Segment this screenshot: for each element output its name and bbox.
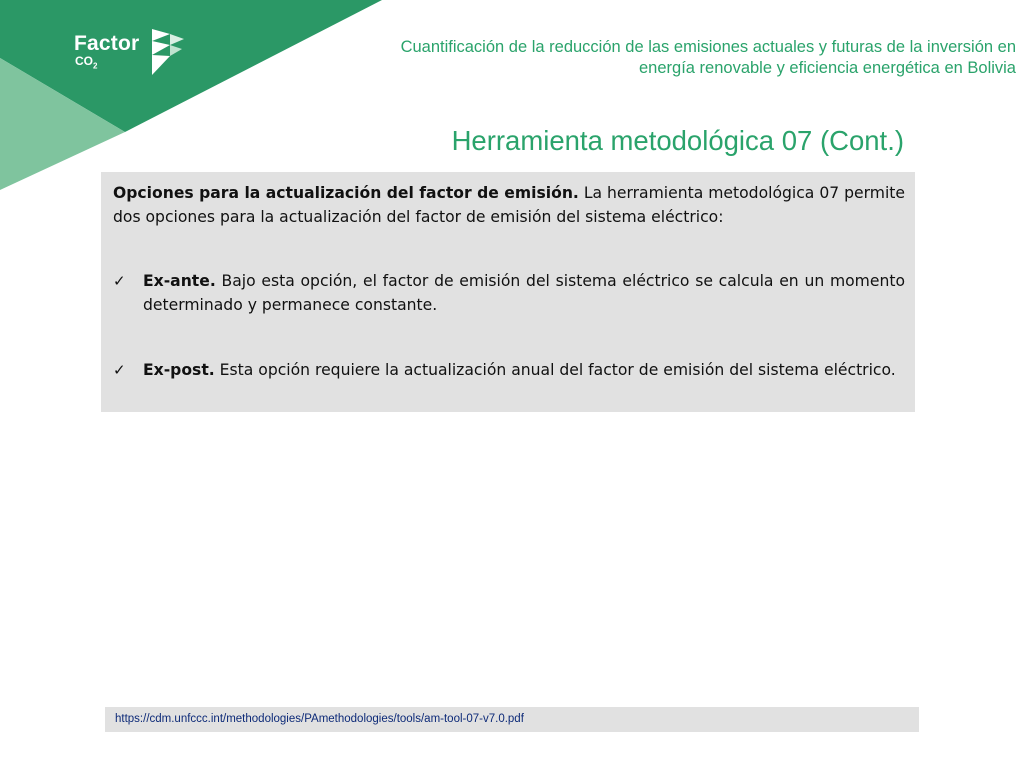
- intro-bold: Opciones para la actualización del factor de emisión.: [113, 184, 579, 202]
- header-title-line-2: energía renovable y eficiencia energética en Bolivia: [639, 59, 1016, 77]
- bullet-bold: Ex-ante.: [143, 272, 216, 290]
- bullet-text: Esta opción requiere la actualización anual del factor de emisión del sistema eléctrico.: [214, 361, 896, 379]
- bullet-ex-post: [113, 358, 905, 382]
- bullet-bold: Ex-post.: [143, 361, 215, 379]
- bullet-text: Bajo esta opción, el factor de emisión del sistema eléctrico se calcula en un momento determinado y permanece constante.: [143, 272, 905, 314]
- header-title-line-1: Cuantificación de la reducción de las emisiones actuales y futuras de la inversión en: [400, 38, 1016, 56]
- intro-paragraph: [113, 181, 905, 229]
- source-link[interactable]: https://cdm.unfccc.int/methodologies/PAmethodologies/tools/am-tool-07-v7.0.pdf: [115, 713, 524, 725]
- intro-text: La herramienta metodológica 07 permite dos opciones para la actualización del factor de emisión del sistema eléctrico:: [113, 184, 905, 226]
- corner-decoration: [0, 0, 400, 200]
- content-box: [101, 172, 915, 412]
- bullet-ex-ante: [113, 269, 905, 317]
- check-icon: ✓: [113, 361, 126, 379]
- check-icon: ✓: [113, 272, 126, 290]
- factor-co2-logo: [74, 32, 194, 82]
- logo-co2: $CO_2$: [75, 54, 98, 71]
- source-link-bar: [105, 707, 919, 732]
- logo-wordmark: Factor: [74, 32, 140, 55]
- presentation-header-title: [296, 37, 1016, 79]
- slide-title: Herramienta metodológica 07 (Cont.): [451, 125, 904, 156]
- logo-mark-icon: [152, 29, 186, 75]
